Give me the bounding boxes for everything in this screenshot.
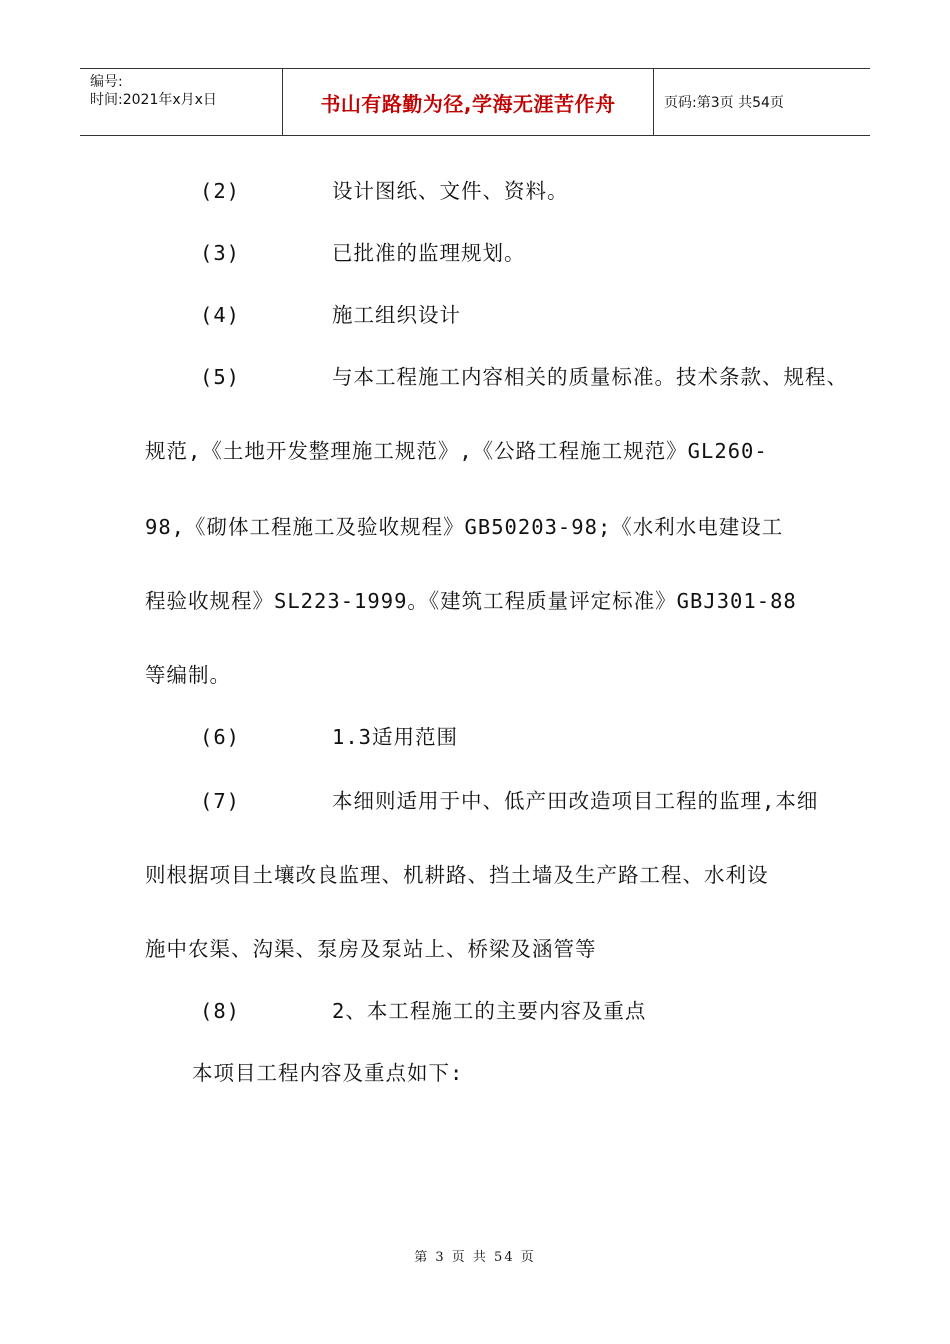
- item-text: 1.3适用范围: [332, 725, 459, 749]
- paragraph-line: 程验收规程》SL223-1999。《建筑工程质量评定标准》GBJ301-88: [145, 589, 797, 613]
- item-text: 2、本工程施工的主要内容及重点: [332, 999, 647, 1023]
- paragraph-line: 本项目工程内容及重点如下:: [192, 1061, 464, 1085]
- header-motto-cell: [282, 69, 654, 135]
- item-number: (4): [200, 303, 241, 327]
- list-item: [200, 236, 526, 266]
- header-motto: 书山有路勤为径,学海无涯苦作舟: [320, 91, 616, 116]
- item-number: (7): [200, 789, 241, 813]
- item-text: 施工组织设计: [332, 303, 461, 327]
- list-item: [200, 994, 646, 1024]
- doc-time-label: 时间:2021年x月x日: [90, 92, 217, 108]
- paragraph-line: 等编制。: [145, 663, 231, 687]
- list-item: [200, 784, 818, 814]
- item-number: (3): [200, 241, 241, 265]
- item-text: 与本工程施工内容相关的质量标准。技术条款、规程、: [332, 365, 848, 389]
- header-page-info: 页码:第3页 共54页: [664, 95, 784, 111]
- item-text: 设计图纸、文件、资料。: [332, 179, 569, 203]
- list-item: [200, 360, 848, 390]
- paragraph-line: 则根据项目土壤改良监理、机耕路、挡土墙及生产路工程、水利设: [145, 863, 769, 887]
- page-footer: 第 3 页 共 54 页: [414, 1250, 536, 1265]
- item-number: (6): [200, 725, 241, 749]
- page-header: [80, 68, 870, 136]
- item-number: (5): [200, 365, 241, 389]
- paragraph-line: 施中农渠、沟渠、泵房及泵站上、桥梁及涵管等: [145, 937, 597, 961]
- item-number: (2): [200, 179, 241, 203]
- list-item: [200, 298, 461, 328]
- item-text: 本细则适用于中、低产田改造项目工程的监理,本细: [332, 789, 819, 813]
- item-number: (8): [200, 999, 241, 1023]
- header-meta: [80, 69, 282, 135]
- list-item: [200, 174, 569, 204]
- item-text: 已批准的监理规划。: [332, 241, 526, 265]
- paragraph-line: 98,《砌体工程施工及验收规程》GB50203-98;《水利水电建设工: [145, 515, 784, 539]
- doc-number-label: 编号:: [90, 74, 123, 90]
- list-item: [200, 720, 458, 750]
- paragraph-line: 规范,《土地开发整理施工规范》,《公路工程施工规范》GL260-: [145, 439, 768, 463]
